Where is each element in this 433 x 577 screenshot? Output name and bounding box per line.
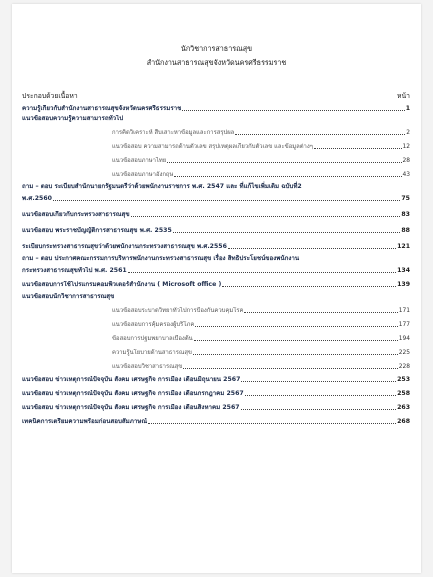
toc-entry-text: ถาม – ตอบ ประกาศคณะกรรมการบริหารพนักงานกระทรวงสาธารณสุข เรื่อง สิทธิประโยชน์ของพนักงาน [22,255,300,262]
toc-entry [22,211,410,219]
toc-page-label: หน้า [397,92,410,100]
toc-leader [222,286,396,287]
toc-leader [235,134,405,135]
toc-entry-page: 268 [397,418,410,425]
toc-leader [173,232,401,233]
toc-entry-text: แนวข้อสอบเกี่ยวกับกระทรวงสาธารณสุข [22,211,130,218]
toc-entry [22,281,410,289]
toc-entry-continuation [22,195,410,203]
toc-entry [22,227,410,235]
toc-header [22,88,410,101]
toc-leader [314,148,402,149]
toc-entry-page: 75 [401,195,410,202]
toc-entry-page: 171 [398,308,410,314]
toc-entry-page: 83 [401,211,410,218]
toc-leader [167,162,401,163]
toc-entry-text: แนวข้อสอบ พระราชบัญญัติการสาธารณสุข พ.ศ. 2535 [22,227,172,234]
toc-leader [241,381,396,382]
toc-entry-text: ความรู้เกี่ยวกับสำนักงานสาธารณสุขจังหวัดนครศรีธรรมราช [22,105,182,112]
toc-section-heading [22,293,410,301]
toc-entry-text-line2: กระทรวงสาธารณสุขทั่วไป พ.ศ. 2561 [22,267,127,274]
toc-entry-page: 134 [397,267,410,274]
toc-entry-text: ความรู้นโยบายด้านสาธารณสุข [112,350,192,356]
toc-entry [22,418,410,426]
toc-contents-label: ประกอบด้วยเนื้อหา [22,92,78,100]
table-of-contents [22,88,410,426]
toc-entry-text: การคิดวิเคราะห์ สืบเสาะหาข้อมูลและการสรุปผล [112,130,235,136]
document-title: นักวิชาการสาธารณสุข [180,44,253,53]
toc-entry-page: 194 [398,336,410,342]
toc-subentry [112,171,410,179]
toc-entry-text: ถาม – ตอบ ระเบียบสำนักนายกรัฐมนตรีว่าด้วยพนักงานราชการ พ.ศ. 2547 และ ที่แก้ไขเพิ่มเติม ฉบับที่2 [22,183,302,190]
toc-subentry [112,157,410,165]
toc-subentry [112,129,410,137]
toc-entry-text: แนวข้อสอบ ข่าวเหตุการณ์ปัจจุบัน สังคม เศรษฐกิจ การเมือง เดือนกรกฎาคม 2567 [22,390,244,397]
toc-leader [244,312,397,313]
toc-entry [22,255,410,275]
toc-entry-page: 225 [398,350,410,356]
toc-entry-text: แนวข้อสอบความรู้ความสามารถทั่วไป [22,115,124,122]
toc-entry-page: 228 [398,364,410,370]
toc-subentry [112,307,410,315]
toc-entry [22,404,410,412]
toc-entry-text: แนวข้อสอบนักวิชาการสาธารณสุข [22,293,115,300]
toc-entry-text: ระเบียบกระทรวงสาธารณสุขว่าด้วยพนักงานกระทรวงสาธารณสุข พ.ศ.2556 [22,243,227,250]
toc-entry-text-line2: พ.ศ.2560 [22,195,52,202]
toc-leader [194,340,398,341]
toc-entry-page: 2 [406,130,410,136]
toc-entry-page: 28 [402,158,410,164]
toc-entry [22,243,410,251]
toc-subentry [112,321,410,329]
toc-entry-text: แนวข้อสอบ ความสามารถด้านตัวเลข สรุปเหตุผลเกี่ยวกับตัวเลข และข้อมูลต่างๆ [112,144,313,150]
toc-entry [22,390,410,398]
toc-subentry [112,363,410,371]
toc-entry-text: แนวข้อสอบภาษาอังกฤษ [112,172,174,178]
toc-leader [53,200,400,201]
toc-entry-page: 258 [397,390,410,397]
toc-entry-page: 88 [401,227,410,234]
toc-leader [228,248,396,249]
toc-leader [131,216,401,217]
toc-entry-page: 121 [397,243,410,250]
toc-subentry [112,335,410,343]
toc-entry-text: เทคนิคการเตรียมความพร้อมก่อนสอบสัมภาษณ์ [22,418,148,425]
toc-entry-page: 139 [397,281,410,288]
toc-entry [22,376,410,384]
toc-entry-continuation [22,267,410,275]
toc-entry-text: แนวข้อสอบ ข่าวเหตุการณ์ปัจจุบัน สังคม เศรษฐกิจ การเมือง เดือนมิถุนายน 2567 [22,376,241,383]
toc-leader [148,423,396,424]
toc-entry-page: 12 [402,144,410,150]
toc-section-heading [22,115,410,123]
toc-leader [183,368,398,369]
toc-entry [22,105,410,113]
toc-entry-page: 263 [397,404,410,411]
toc-entry-page: 43 [402,172,410,178]
toc-subentry [112,349,410,357]
toc-entry-text: แนวข้อสอบการใช้โปรแกรมคอมพิวเตอร์สำนักงาน ( Microsoft office ) [22,281,222,288]
toc-leader [241,409,396,410]
toc-entry-text: แนวข้อสอบ ข่าวเหตุการณ์ปัจจุบัน สังคม เศรษฐกิจ การเมือง เดือนสิงหาคม 2567 [22,404,240,411]
toc-leader [128,272,396,273]
toc-entry-text: แนวข้อสอบภาษาไทย [112,158,167,164]
toc-entry-text: แนวข้อสอบวิชาสาธารณสุข [112,364,183,370]
toc-leader [182,110,404,111]
toc-entry-text: แนวข้อสอบการคุ้มครองผู้บริโภค [112,322,195,328]
toc-entry-text: แนวข้อสอบระบาดวิทยาทั่วไปการป้องกันควบคุมโรค [112,308,244,314]
toc-leader [193,354,398,355]
toc-entry-page: 253 [397,376,410,383]
toc-entry-text: ข้อสอบการปฐมพยาบาลเบื้องต้น [112,336,193,342]
toc-subentry [112,143,410,151]
toc-entry-page: 177 [398,322,410,328]
toc-entry [22,183,410,203]
toc-leader [174,176,401,177]
document-subtitle: สำนักงานสาธารณสุขจังหวัดนครศรีธรรมราช [146,58,287,67]
document-page [12,4,421,573]
toc-leader [245,395,396,396]
toc-leader [195,326,397,327]
toc-entry-page: 1 [405,105,410,112]
